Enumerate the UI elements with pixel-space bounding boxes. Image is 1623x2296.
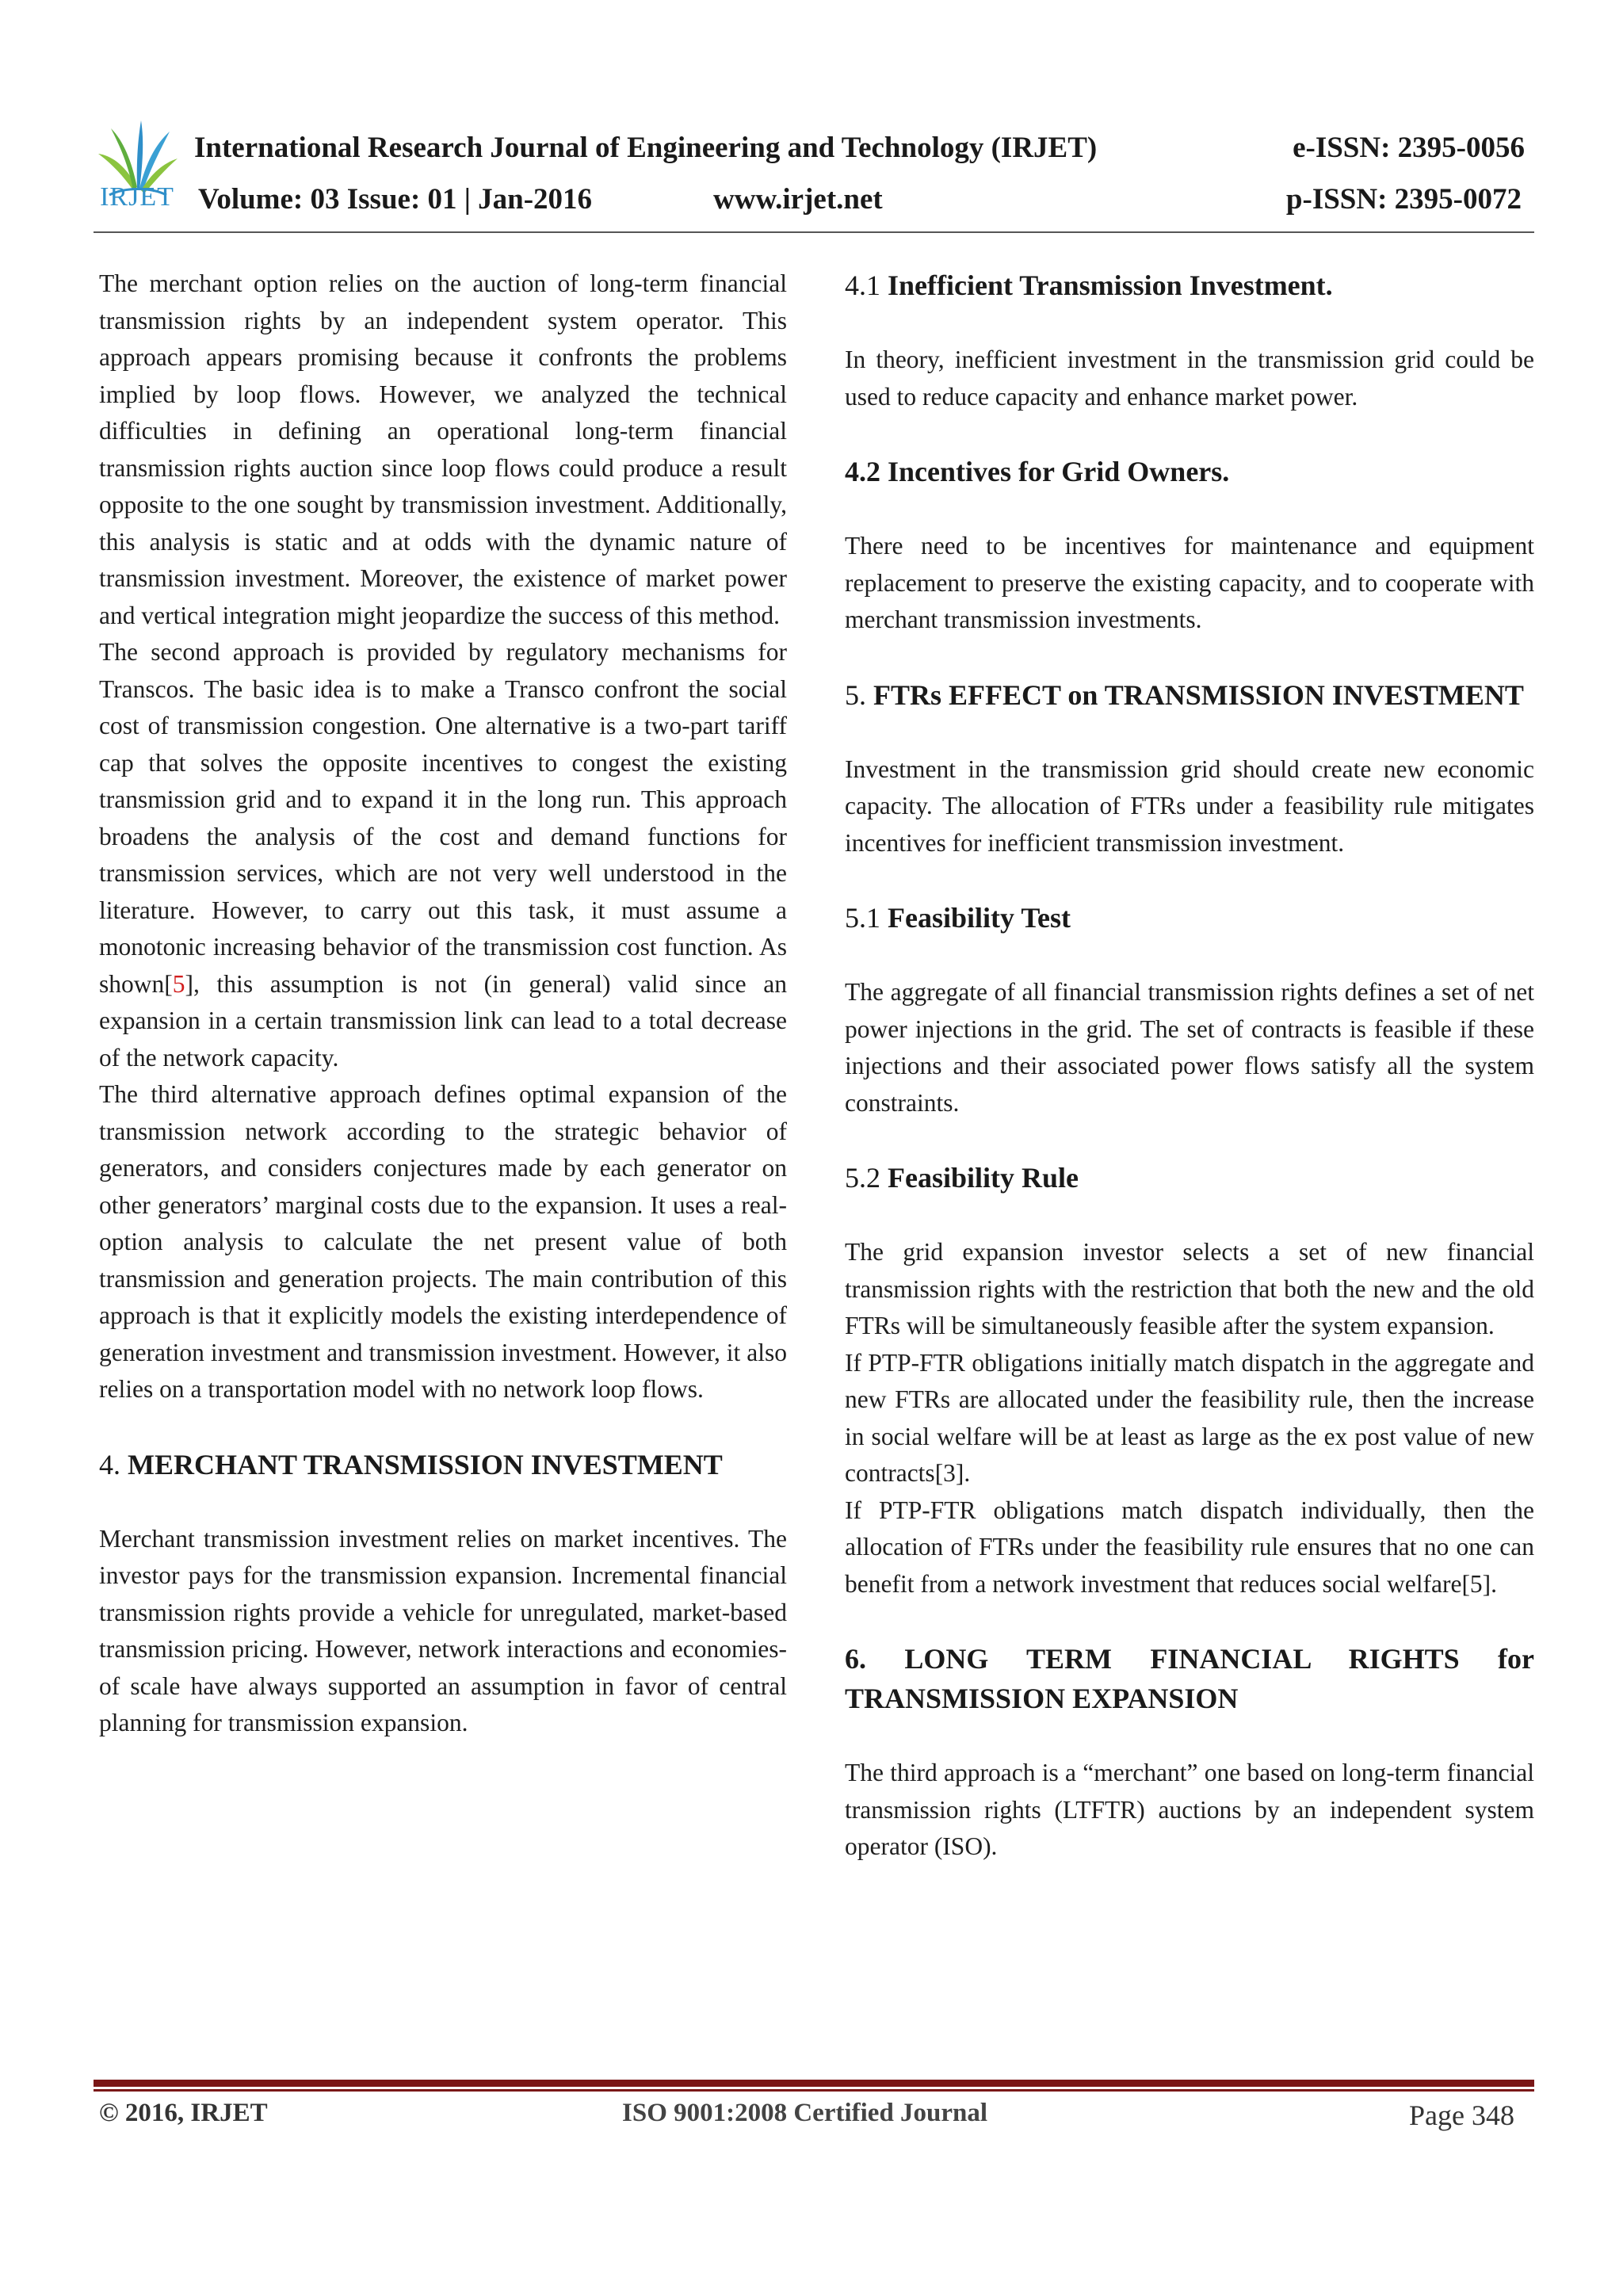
left-column xyxy=(99,266,787,1742)
section-title: FTRs EFFECT on TRANSMISSION INVESTMENT xyxy=(873,678,1524,711)
paragraph-second-approach xyxy=(99,634,787,1076)
right-column xyxy=(845,266,1534,1866)
paragraph-text: ], this assumption is not (in general) valid since an expansion in a certain transmission link can lead to a total decrease of the network capacity. xyxy=(99,969,787,1072)
paragraph-text: The second approach is provided by regulatory mechanisms for Transcos. The basic idea is to make a Transco confront the social cost of transmission congestion. One alternative is a two-part tariff cap that solves the opposite incentives to congest the existing transmission grid and to expand it in the long run. This approach broadens the analysis of the cost and demand functions for transmission services, which are not very well understood in the literature. However, to carry out this task, it must assume a monotonic increasing behavior of the transmission cost function. As shown[ xyxy=(99,638,787,998)
paragraph-ptp-ftr-individual: If PTP-FTR obligations match dispatch individually, then the allocation of FTRs under the feasibility rule ensures that no one can benefit from a network investment that reduces social welfare[5]. xyxy=(845,1496,1534,1598)
footer-certification: ISO 9001:2008 Certified Journal xyxy=(622,2099,988,2127)
journal-title: International Research Journal of Engineering and Technology (IRJET) xyxy=(194,132,1098,164)
footer-copyright: © 2016, IRJET xyxy=(99,2099,268,2127)
page-header xyxy=(0,0,1623,238)
section-number: 5.2 xyxy=(845,1162,880,1194)
paragraph-grid-owner-incentives: There need to be incentives for maintenance and equipment replacement to preserve the existing capacity, and to cooperate with merchant transmission investments. xyxy=(845,532,1534,633)
section-title: 6. LONG TERM FINANCIAL RIGHTS for TRANSMISSION EXPANSION xyxy=(845,1643,1534,1714)
section-heading-6 xyxy=(845,1639,1534,1718)
section-title: Inefficient Transmission Investment. xyxy=(888,269,1333,301)
paragraph-feasibility-test: The aggregate of all financial transmission rights defines a set of net power injections in the grid. The set of contracts is feasible if these injections and their associated power flows satisfy all the system constraints. xyxy=(845,978,1534,1117)
citation-link[interactable]: 5 xyxy=(172,969,185,998)
paragraph-merchant-investment: Merchant transmission investment relies on market incentives. The investor pays for the transmission expansion. Incremental financial transmission rights provide a vehicle for unregulated, market-based transmission pricing. However, network interactions and economies-of scale have always supported an assumption in favor of central planning for transmission expansion. xyxy=(99,1524,787,1736)
footer-divider-thin xyxy=(94,2089,1534,2092)
section-title: 4.2 Incentives for Grid Owners. xyxy=(845,456,1230,487)
section-number: 5. xyxy=(845,678,866,711)
section-heading-5-1 xyxy=(845,898,1534,938)
section-number: 4. xyxy=(99,1448,120,1480)
volume-issue: Volume: 03 Issue: 01 | Jan-2016 xyxy=(198,183,593,216)
page-number: Page 348 xyxy=(1409,2099,1514,2131)
header-divider xyxy=(94,231,1534,233)
section-heading-5 xyxy=(845,675,1534,715)
paragraph-feasibility-rule: The grid expansion investor selects a set of new financial transmission rights with the restriction that both the new and the old FTRs will be simultaneously feasible after the system expansion. xyxy=(845,1238,1534,1339)
section-heading-4-2 xyxy=(845,452,1534,491)
paragraph-merchant-option: The merchant option relies on the auction of long-term financial transmission rights by an independent system operator. This approach appears promising because it confronts the problems implied by loop flows. However, we analyzed the technical difficulties in defining an operational long-term financial transmission rights auction since loop flows could produce a result opposite to the one sought by transmission investment. Additionally, this analysis is static and at odds with the dynamic nature of transmission investment. Moreover, the existence of market power and vertical integration might jeopardize the success of this method. xyxy=(99,269,787,629)
section-heading-4 xyxy=(99,1445,787,1484)
section-heading-4-1 xyxy=(845,266,1534,305)
section-title: MERCHANT TRANSMISSION INVESTMENT xyxy=(128,1448,723,1480)
logo-wordmark: IRJET xyxy=(100,182,174,212)
paragraph-inefficient-investment: In theory, inefficient investment in the transmission grid could be used to reduce capacity and enhance market power. xyxy=(845,346,1534,411)
paragraph-ltftr-auctions: The third approach is a “merchant” one based on long-term financial transmission rights (LTFTR) auctions by an independent system operator (ISO). xyxy=(845,1759,1534,1860)
paragraph-ptp-ftr-aggregate: If PTP-FTR obligations initially match dispatch in the aggregate and new FTRs are allocated under the feasibility rule, then the increase in social welfare will be at least as large as the ex post value of new contracts[3]. xyxy=(845,1348,1534,1487)
section-number: 4.1 xyxy=(845,269,880,301)
section-title: Feasibility Rule xyxy=(888,1162,1079,1194)
footer-divider-thick xyxy=(94,2080,1534,2087)
eissn: e-ISSN: 2395-0056 xyxy=(1293,132,1525,164)
journal-website[interactable]: www.irjet.net xyxy=(713,183,883,216)
pissn: p-ISSN: 2395-0072 xyxy=(1285,183,1522,216)
paragraph-third-alternative: The third alternative approach defines optimal expansion of the transmission network according to the strategic behavior of generators, and considers conjectures made by each generator on other generators’ marginal costs due to the expansion. It uses a real-option analysis to calculate the net present value of both transmission and generation projects. The main contribution of this approach is that it explicitly models the existing interdependence of generation investment and transmission investment. However, it also relies on a transportation model with no network loop flows. xyxy=(99,1080,787,1403)
section-heading-5-2 xyxy=(845,1158,1534,1198)
section-number: 5.1 xyxy=(845,902,880,934)
paragraph-ftr-effect: Investment in the transmission grid should create new economic capacity. The allocation of FTRs under a feasibility rule mitigates incentives for inefficient transmission investment. xyxy=(845,755,1534,857)
section-title: Feasibility Test xyxy=(888,902,1071,934)
